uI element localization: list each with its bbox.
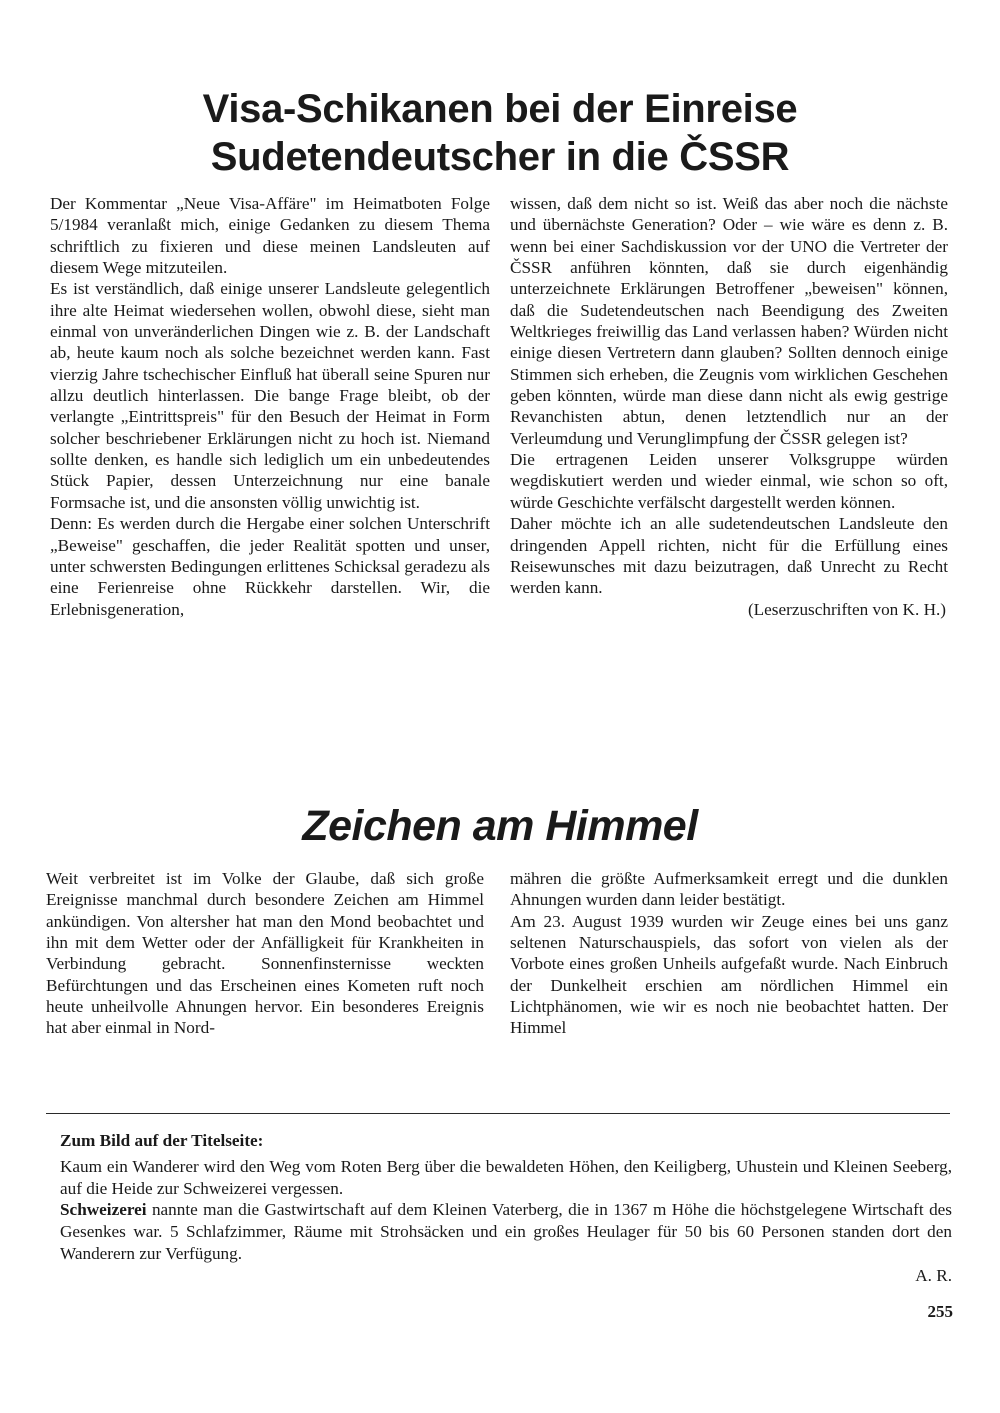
- cover-caption: [60, 1130, 952, 1287]
- paragraph: Denn: Es werden durch die Hergabe einer solchen Unterschrift „Beweise" geschaffen, die jeder Realität spotten und unser, unter schwersten Bedingungen erlittenes Schicksal geradezu als eine Ferienreise ohne Rückkehr darstellen. Wir, die Erlebnisgeneration,: [50, 514, 490, 619]
- article-title-line2: Sudetendeutscher in die ČSSR: [210, 135, 790, 179]
- caption-text-2-rest: nannte man die Gastwirtschaft auf dem Kleinen Vaterberg, die in 1367 m Höhe die höchstgelegene Wirtschaft des Gesenkes war. 5 Schlafzimmer, Räume mit Strohsäcken und ein großes Heulager für 50 bis 60 Personen standen dort den Wanderern zur Verfügung.: [60, 1200, 952, 1263]
- paragraph: Der Kommentar „Neue Visa-Affäre" im Heimatboten Folge 5/1984 veranlaßt mich, einige Gedanken zu diesem Thema schriftlich zu fixieren und diese meinen Landsleuten auf diesem Wege mitzuteilen.: [50, 194, 490, 278]
- second-article-column-left: [46, 868, 484, 1039]
- paragraph: Die ertragenen Leiden unserer Volksgruppe würden wegdiskutiert werden und wieder einmal, wie schon so oft, würde Geschichte verfälscht dargestellt werden können.: [510, 450, 948, 512]
- paragraph: mähren die größte Aufmerksamkeit erregt und die dunklen Ahnungen wurden dann leider bestätigt.: [510, 869, 948, 910]
- paragraph: Am 23. August 1939 wurden wir Zeuge eines bei uns ganz seltenen Naturschauspiels, das sofort von vielen als der Vorbote eines großen Unheils aufgefaßt wurde. Nach Einbruch der Dunkelheit erschien am nördlichen Himmel ein Lichtphänomen, wie wir es noch nie beobachtet hatten. Der Himmel: [510, 911, 948, 1038]
- page-number: 255: [927, 1302, 953, 1321]
- second-article-title: Zeichen am Himmel: [302, 802, 698, 850]
- article-title-line1: Visa-Schikanen bei der Einreise: [202, 87, 798, 131]
- paragraph: Daher möchte ich an alle sudetendeutschen Landsleute den dringenden Appell richten, nicht für die Erfüllung eines Reisewunsches mit dazu beizutragen, daß Unrecht zu Recht werden kann.: [510, 514, 948, 598]
- paragraph: Es ist verständlich, daß einige unserer Landsleute gelegentlich ihre alte Heimat wiedersehen wollen, obwohl diese, sieht man einmal von unveränderlichen Dingen wie z. B. der Landschaft ab, heute kaum noch als solche bezeichnet werden kann. Fast vierzig Jahre tschechischer Einfluß hat überall seine Spuren nur allzu deutlich hinterlassen. Die bange Frage bleibt, ob der verlangte „Eintrittspreis" für den Besuch der Heimat in Form solcher beschriebener Erklärungen nicht zu hoch ist. Niemand sollte denken, es handle sich lediglich um ein unbedeutendes Stück Papier, dessen Unterzeichnung nur eine banale Formsache ist, und die ansonsten völlig unwichtig ist.: [50, 279, 490, 512]
- article-title: [0, 85, 1000, 181]
- paragraph: Weit verbreitet ist im Volke der Glaube, daß sich große Ereignisse manchmal durch besondere Zeichen am Himmel ankündigen. Von altersher hat man den Mond beobachtet und ihn mit dem Wetter oder der Anfälligkeit für Krankheiten in Verbindung gebracht. Sonnenfinsternisse weckten Befürchtungen und das Erscheinen eines Kometen ruft noch heute unheilvolle Ahnungen hervor. Ein besonderes Ereignis hat aber einmal in Nord-: [46, 869, 484, 1038]
- article-signature: (Leserzuschriften von K. H.): [747, 599, 946, 619]
- caption-signature: A. R.: [915, 1265, 952, 1285]
- caption-heading: Zum Bild auf der Titelseite:: [60, 1131, 264, 1150]
- article-column-left: [50, 193, 490, 620]
- divider-line: [46, 1113, 950, 1114]
- second-article-column-right: [510, 868, 948, 1039]
- article-column-right: [510, 193, 948, 620]
- paragraph: wissen, daß dem nicht so ist. Weiß das aber noch die nächste und übernächste Generation? Oder – wie wäre es denn z. B. wenn bei einer Sachdiskussion vor der UNO die Vertreter der ČSSR anführen könnten, daß sie durch eigenhändig unterzeichnete Erklärungen Betroffener „beweisen" können, daß die Sudetendeutschen nach Beendigung des Zweiten Weltkrieges freiwillig das Land verlassen haben? Würden nicht einige diesen Vertretern dann glauben? Sollten dennoch einige Stimmen sich erheben, die Zeugnis vom wirklichen Geschehen geben könnten, würde man diese dann nicht als ewig gestrige Revanchisten abtun, denen letztendlich nur an der Verleumdung und Verunglimpfung der ČSSR gelegen ist?: [510, 194, 948, 448]
- caption-text-2: [60, 1199, 952, 1264]
- caption-text-1: Kaum ein Wanderer wird den Weg vom Roten Berg über die bewaldeten Höhen, den Keiligberg, Uhustein und Kleinen Seeberg, auf die Heide zur Schweizerei vergessen.: [60, 1156, 952, 1198]
- caption-bold-word: Schweizerei: [60, 1200, 147, 1220]
